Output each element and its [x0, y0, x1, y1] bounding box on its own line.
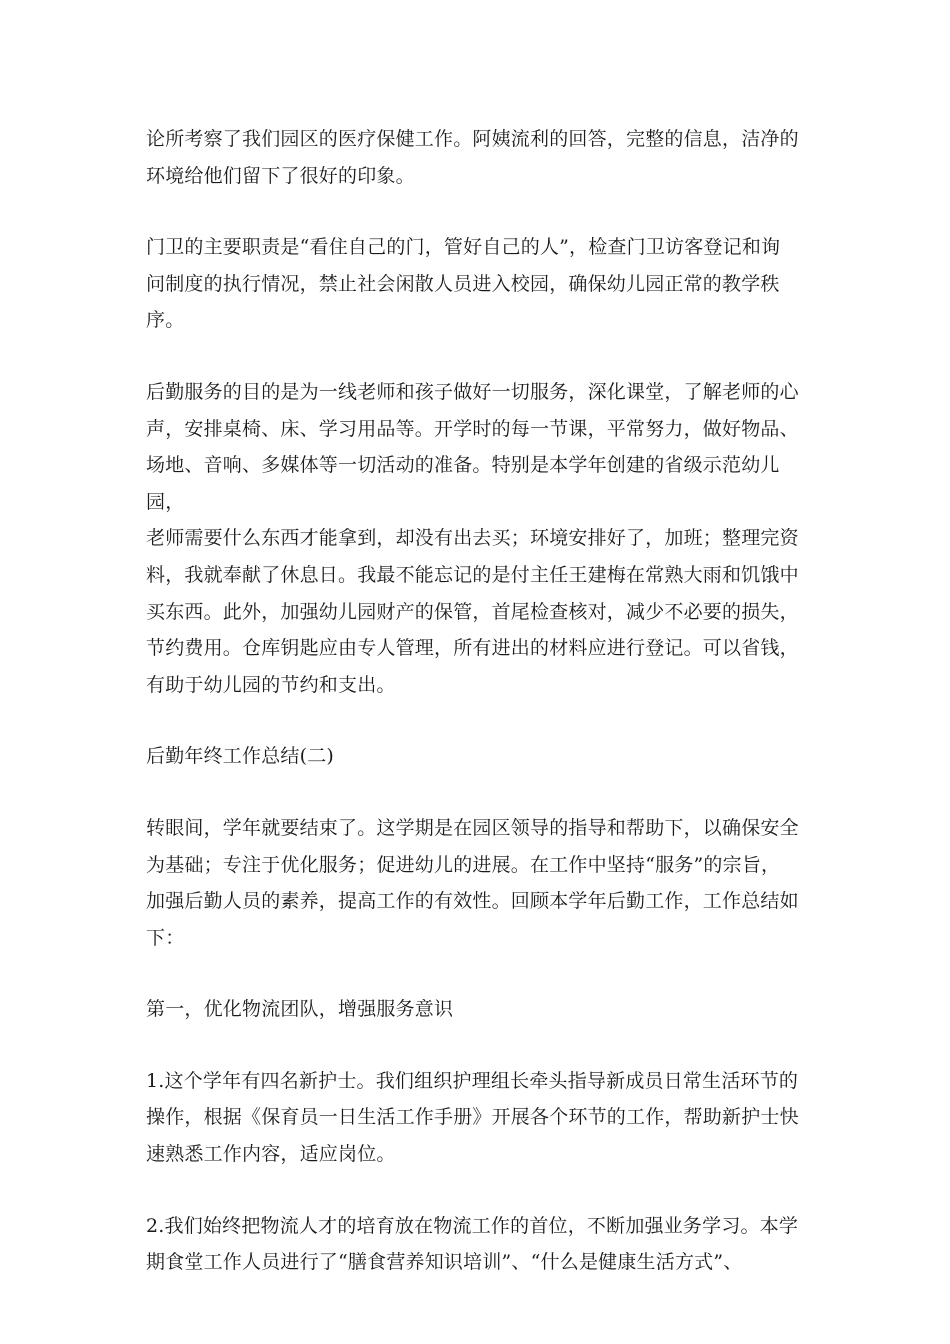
list-item-1: 1.这个学年有四名新护士。我们组织护理组长牵头指导新成员日常生活环节的 操作，根据《保育员一日生活工作手册》开展各个环节的工作，帮助新护士快 速熟悉工作内容，适应岗位。 [146, 1069, 799, 1166]
paragraph-intro: 转眼间，学年就要结束了。这学期是在园区领导的指导和帮助下，以确保安全 为基础；专注于优化服务；促进幼儿的进展。在工作中坚持“服务”的宗旨， 加强后勤人员的素养，提高工作的有效性。回顾本学年后勤工作，工作总结如 下： [146, 816, 799, 949]
document-body [146, 121, 806, 1316]
paragraph-medical-inspection: 论所考察了我们园区的医疗保健工作。阿姨流利的回答，完整的信息，洁净的 环境给他们留下了很好的印象。 [146, 128, 799, 187]
paragraph-gatekeeper-duties: 门卫的主要职责是“看住自己的门，管好自己的人”，检查门卫访客登记和询 问制度的执行情况，禁止社会闲散人员进入校园，确保幼儿园正常的教学秩序。 [146, 236, 781, 332]
subsection-title: 第一，优化物流团队，增强服务意识 [146, 998, 454, 1021]
paragraph-logistics-service: 后勤服务的目的是为一线老师和孩子做好一切服务，深化课堂，了解老师的心 声，安排桌椅、床、学习用品等。开学时的每一节课，平常努力，做好物品、 场地、音响、多媒体等一切活动的准备。特别是本学年创建的省级示范幼儿园， 老师需要什么东西才能拿到，却没有出去买；环境安排好了，加班；整理完资 料，我就奉献了休息日。我最不能忘记的是付主任王建梅在常熟大雨和饥饿中 买东西。此外，加强幼儿园财产的保管，首尾检查核对，减少不必要的损失， 节约费用。仓库钥匙应由专人管理，所有进出的材料应进行登记。可以省钱， 有助于幼儿园的节约和支出。 [146, 380, 799, 696]
section-title: 后勤年终工作总结(二) [146, 745, 335, 768]
list-item-2: 2.我们始终把物流人才的培育放在物流工作的首位，不断加强业务学习。本学 期食堂工作人员进行了“膳食营养知识培训”、“什么是健康生活方式”、 [146, 1214, 799, 1274]
